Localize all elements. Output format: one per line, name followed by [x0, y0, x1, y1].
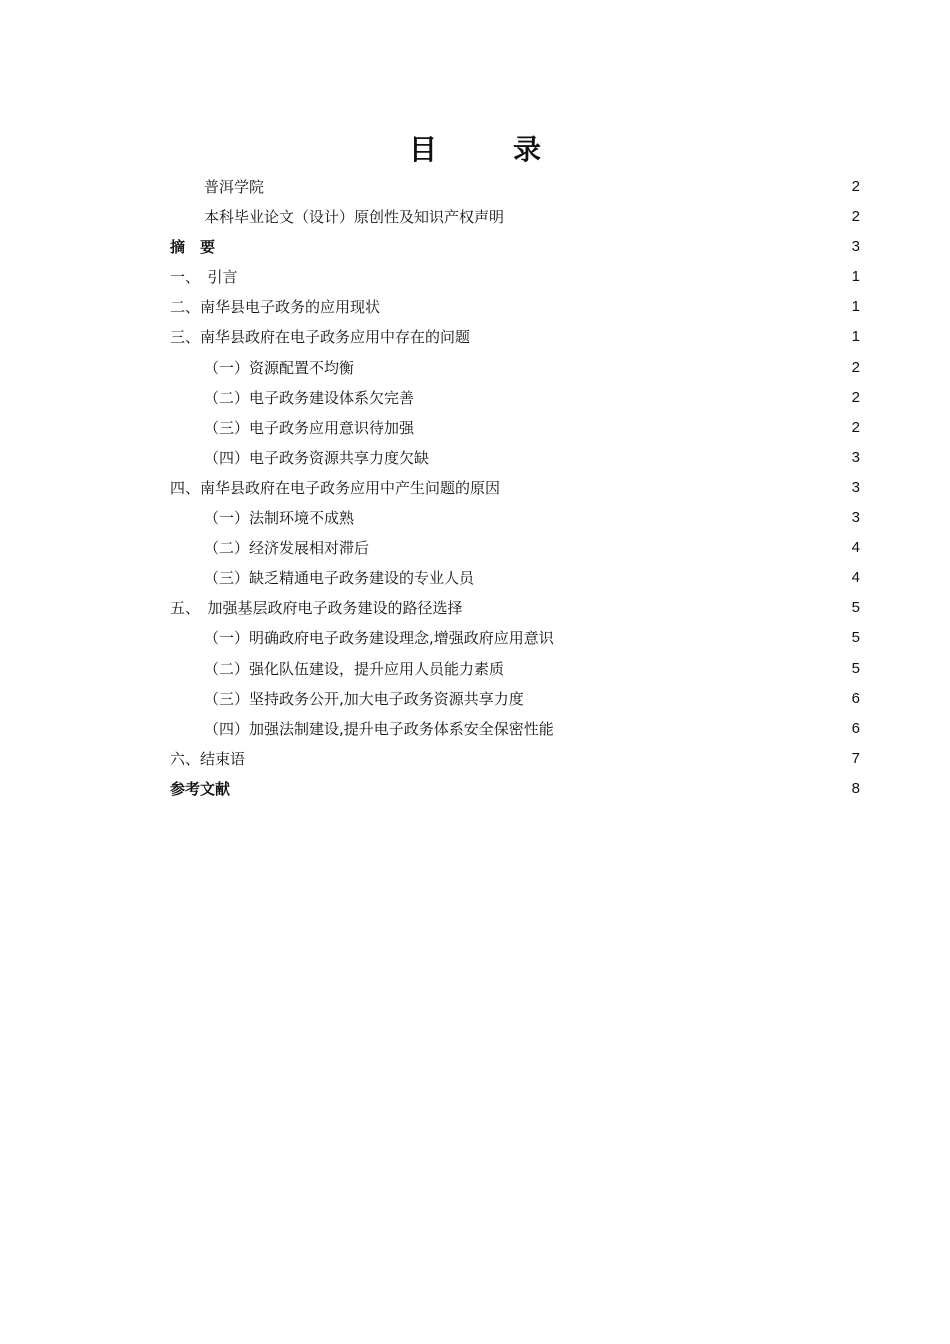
toc-entry-label: （一）法制环境不成熟 — [204, 509, 355, 528]
toc-entry-page-number: 2 — [851, 178, 860, 195]
toc-entry-page-number: 2 — [851, 358, 860, 376]
toc-entry-label: 参考文献 — [170, 779, 231, 798]
toc-entry[interactable] — [170, 623, 862, 653]
toc-entry-page-number: 8 — [851, 779, 860, 797]
toc-entry-page-number: 1 — [851, 298, 860, 316]
toc-entry-page-number: 1 — [851, 268, 860, 286]
toc-entry-page-number: 1 — [851, 328, 860, 346]
toc-entry-page-number: 6 — [851, 719, 860, 737]
toc-entry-label: （四）电子政务资源共享力度欠缺 — [204, 448, 430, 467]
toc-entry-page-number: 3 — [851, 448, 860, 466]
toc-entry-label: （二）电子政务建设体系欠完善 — [204, 388, 415, 407]
toc-entry-label: （二）经济发展相对滞后 — [204, 539, 370, 558]
toc-entry[interactable] — [170, 443, 862, 473]
toc-list — [170, 172, 862, 804]
toc-entry-label: 五、 加强基层政府电子政务建设的路径选择 — [170, 599, 463, 618]
toc-entry-page-number: 3 — [851, 238, 860, 256]
toc-entry-page-number: 6 — [851, 689, 860, 707]
toc-entry-label: （一）明确政府电子政务建设理念,增强政府应用意识 — [204, 629, 554, 648]
toc-entry[interactable] — [170, 774, 862, 804]
toc-entry[interactable] — [170, 292, 862, 322]
toc-entry[interactable] — [170, 563, 862, 593]
toc-entry-page-number: 7 — [851, 749, 860, 767]
toc-entry-label: （三）缺乏精通电子政务建设的专业人员 — [204, 569, 475, 588]
toc-entry-label: （三）电子政务应用意识待加强 — [204, 418, 415, 437]
toc-entry-page-number: 5 — [851, 629, 860, 647]
toc-entry[interactable] — [170, 684, 862, 714]
toc-entry[interactable] — [170, 262, 862, 292]
toc-entry[interactable] — [170, 353, 862, 383]
toc-entry-page-number: 4 — [851, 569, 860, 587]
toc-entry[interactable] — [170, 232, 862, 262]
toc-entry-label: 普洱学院 — [204, 178, 265, 196]
toc-entry-label: （二）强化队伍建设，提升应用人员能力素质 — [204, 659, 505, 678]
toc-entry-label: 六、结束语 — [170, 749, 246, 768]
toc-entry[interactable] — [170, 714, 862, 744]
toc-title: 目 录 — [408, 133, 565, 166]
toc-entry-label: （四）加强法制建设,提升电子政务体系安全保密性能 — [204, 719, 554, 738]
toc-entry[interactable] — [170, 383, 862, 413]
toc-entry[interactable] — [170, 322, 862, 352]
toc-entry-label: 四、南华县政府在电子政务应用中产生问题的原因 — [170, 478, 501, 497]
toc-entry-label: （一）资源配置不均衡 — [204, 358, 355, 377]
toc-entry-page-number: 3 — [851, 509, 860, 527]
toc-entry[interactable] — [170, 503, 862, 533]
toc-entry-page-number: 2 — [851, 388, 860, 406]
toc-entry[interactable] — [170, 654, 862, 684]
toc-entry[interactable] — [170, 744, 862, 774]
toc-entry-label: 二、南华县电子政务的应用现状 — [170, 298, 381, 317]
toc-entry[interactable] — [170, 593, 862, 623]
toc-entry-page-number: 4 — [851, 539, 860, 557]
toc-entry[interactable] — [170, 473, 862, 503]
toc-entry[interactable] — [170, 172, 862, 202]
toc-entry-page-number: 5 — [851, 659, 860, 677]
toc-entry[interactable] — [170, 202, 862, 232]
toc-entry-page-number: 5 — [851, 599, 860, 617]
toc-entry-label: 摘 要 — [170, 238, 216, 257]
toc-entry-label: 三、南华县政府在电子政务应用中存在的问题 — [170, 328, 471, 347]
toc-entry-label: 一、 引言 — [170, 268, 238, 287]
toc-entry-label: （三）坚持政务公开,加大电子政务资源共享力度 — [204, 689, 524, 708]
toc-entry-page-number: 2 — [851, 208, 860, 226]
toc-entry[interactable] — [170, 533, 862, 563]
toc-entry[interactable] — [170, 413, 862, 443]
toc-entry-page-number: 2 — [851, 418, 860, 436]
toc-entry-page-number: 3 — [851, 478, 860, 496]
toc-entry-label: 本科毕业论文（设计）原创性及知识产权声明 — [204, 208, 505, 227]
